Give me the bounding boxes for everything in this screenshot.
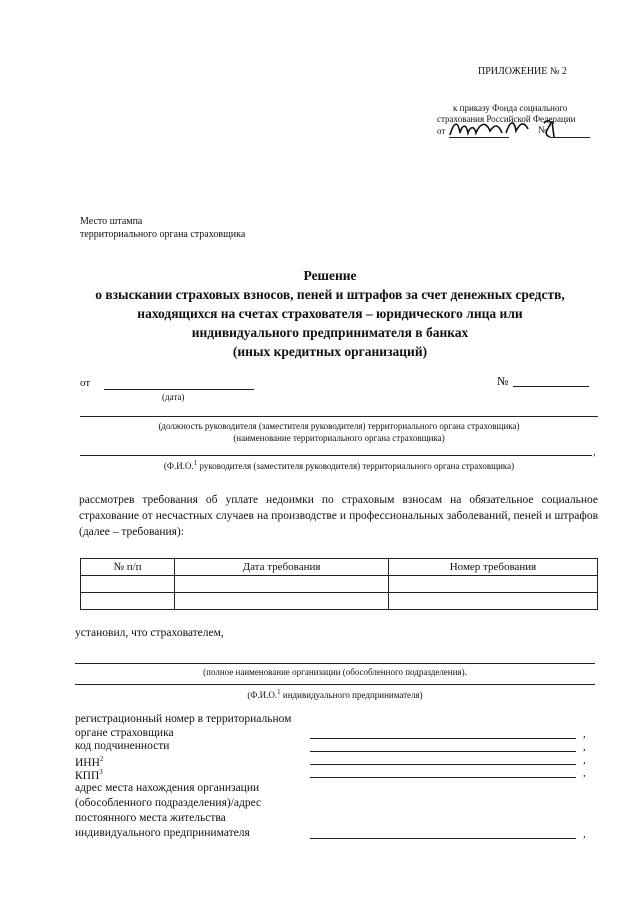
- date-from-label: от: [80, 377, 91, 389]
- established-text: установил, что страхователем,: [75, 627, 224, 639]
- table-row: [81, 593, 598, 610]
- kpp-field[interactable]: [310, 777, 576, 778]
- requirements-table: [80, 558, 598, 610]
- ip-fio-field[interactable]: [75, 684, 595, 685]
- decision-subtitle-line3: индивидуального предпринимателя в банках: [191, 325, 469, 340]
- table-cell[interactable]: [81, 593, 175, 610]
- decision-number-label: №: [497, 374, 509, 388]
- appendix-order-line2: страхования Российской Федерации: [437, 114, 576, 124]
- ip-fio-caption: (Ф.И.О.$^1$ индивидуального предпринимателя): [247, 688, 423, 700]
- address-label-line4: индивидуального предпринимателя: [75, 827, 250, 839]
- stamp-place-line2: территориального органа страховщика: [80, 229, 246, 240]
- address-label-line1: адрес места нахождения организации: [75, 782, 260, 794]
- position-caption: (должность руководителя (заместителя руководителя) территориального органа страховщика): [158, 421, 520, 431]
- reg-number-label-line2: органе страховщика: [75, 727, 174, 739]
- subordination-code-comma: ,: [583, 741, 586, 753]
- table-cell[interactable]: [81, 576, 175, 593]
- reg-number-field[interactable]: [310, 738, 576, 739]
- decision-subtitle-line1: о взыскании страховых взносов, пеней и штрафов за счет денежных средств,: [95, 287, 565, 302]
- appendix-order-line1: к приказу Фонда социального: [453, 103, 568, 113]
- decision-subtitle-line4: (иных кредитных организаций): [232, 344, 428, 359]
- table-cell[interactable]: [175, 576, 389, 593]
- address-label-line3: постоянного места жительства: [75, 812, 226, 824]
- table-header-date: Дата требования: [175, 559, 389, 576]
- table-row: [81, 576, 598, 593]
- table-header-number: № п/п: [81, 559, 175, 576]
- date-field[interactable]: [104, 389, 254, 390]
- head-fio-field[interactable]: [80, 455, 592, 456]
- table-cell[interactable]: [389, 576, 598, 593]
- stamp-place-line1: Место штампа: [80, 216, 143, 227]
- decision-title: Решение: [303, 268, 357, 283]
- table-cell[interactable]: [389, 593, 598, 610]
- address-comma: ,: [583, 828, 586, 840]
- subordination-code-label: код подчиненности: [75, 740, 170, 752]
- date-caption: (дата): [162, 392, 185, 402]
- table-header-row: [81, 559, 598, 576]
- subordination-code-field[interactable]: [310, 751, 576, 752]
- considering-paragraph: рассмотрев требования об уплате недоимки по страховым взносам на обязательное социальное страхование от несчастных случаев на производстве и профессиональных заболеваний, пеней и штрафов (далее – требования):: [79, 494, 598, 538]
- insurer-name-caption: (полное наименование организации (обособленного подразделения).: [203, 667, 467, 677]
- reg-number-label-line1: регистрационный номер в территориальном: [75, 713, 292, 725]
- appendix-title: ПРИЛОЖЕНИЕ № 2: [478, 66, 567, 77]
- inn-field[interactable]: [310, 764, 576, 765]
- address-label-line2: (обособленного подразделения)/адрес: [75, 797, 262, 809]
- handwritten-signature: [440, 115, 560, 141]
- appendix-number-label: №: [538, 125, 548, 136]
- decision-subtitle-line2: находящихся на счетах страхователя – юридического лица или: [137, 306, 523, 321]
- inn-comma: ,: [583, 754, 586, 766]
- appendix-from-label: от: [437, 126, 446, 136]
- head-fio-caption: (Ф.И.О.$^1$ руководителя (заместителя руководителя) территориального органа страховщика): [163, 459, 515, 471]
- reg-number-comma: ,: [583, 728, 586, 740]
- kpp-label: КПП$^3$: [75, 768, 103, 782]
- table-cell[interactable]: [175, 593, 389, 610]
- address-field[interactable]: [310, 838, 576, 839]
- table-header-req-number: Номер требования: [389, 559, 598, 576]
- position-field[interactable]: [80, 416, 598, 417]
- insurer-name-field[interactable]: [75, 663, 595, 664]
- head-fio-comma: ,: [593, 446, 596, 458]
- kpp-comma: ,: [583, 767, 586, 779]
- decision-number-field[interactable]: [513, 386, 589, 387]
- inn-label: ИНН$^2$: [75, 755, 104, 769]
- organ-name-caption: (наименование территориального органа страховщика): [233, 433, 445, 443]
